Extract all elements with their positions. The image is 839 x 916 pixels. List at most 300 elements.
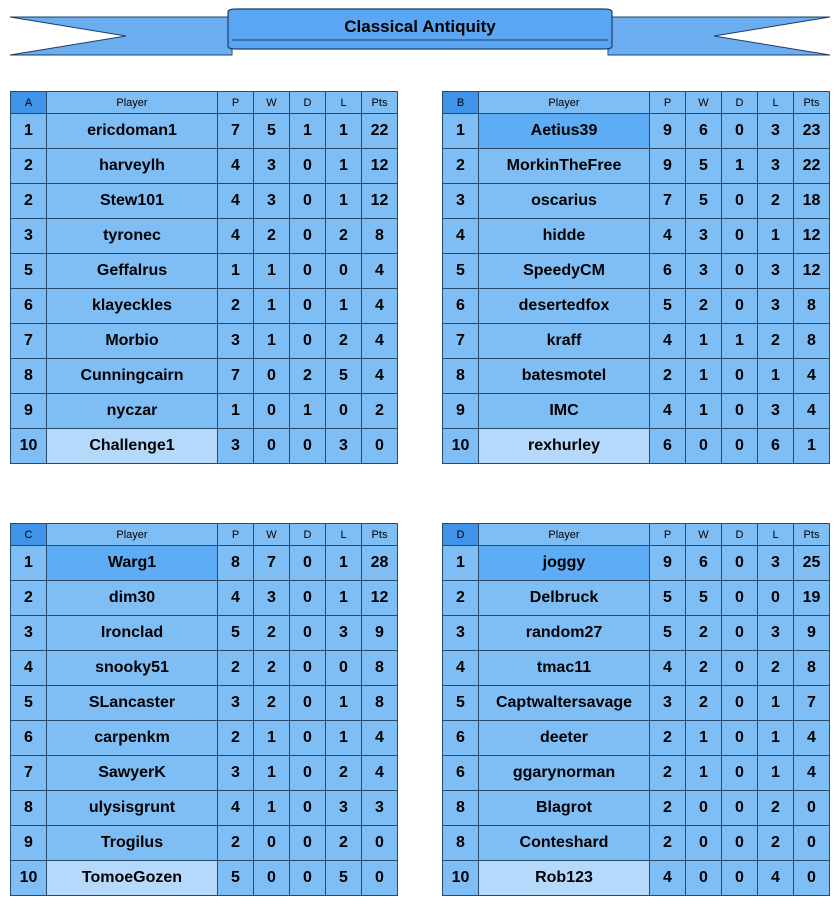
player-name-cell: Cunningcairn xyxy=(47,359,218,394)
table-row xyxy=(443,826,830,861)
won-cell: 5 xyxy=(686,184,722,219)
points-cell: 12 xyxy=(794,254,830,289)
player-name-cell: SpeedyCM xyxy=(479,254,650,289)
player-name-cell: SLancaster xyxy=(47,686,218,721)
drawn-cell: 0 xyxy=(722,616,758,651)
played-cell: 4 xyxy=(650,861,686,896)
header-points: Pts xyxy=(362,92,398,114)
table-row xyxy=(11,546,398,581)
lost-cell: 1 xyxy=(758,359,794,394)
played-cell: 6 xyxy=(650,429,686,464)
player-name-cell: tmac11 xyxy=(479,651,650,686)
drawn-cell: 2 xyxy=(290,359,326,394)
position-cell: 10 xyxy=(443,429,479,464)
group-label: C xyxy=(11,524,47,546)
drawn-cell: 0 xyxy=(290,219,326,254)
points-cell: 8 xyxy=(794,324,830,359)
position-cell: 8 xyxy=(11,791,47,826)
played-cell: 7 xyxy=(218,114,254,149)
drawn-cell: 0 xyxy=(722,254,758,289)
points-cell: 4 xyxy=(362,756,398,791)
won-cell: 0 xyxy=(686,861,722,896)
group-b-table xyxy=(442,91,830,464)
lost-cell: 4 xyxy=(758,861,794,896)
played-cell: 9 xyxy=(650,546,686,581)
won-cell: 1 xyxy=(686,394,722,429)
lost-cell: 3 xyxy=(326,616,362,651)
points-cell: 18 xyxy=(794,184,830,219)
table-row xyxy=(443,219,830,254)
title-banner xyxy=(0,0,839,64)
position-cell: 1 xyxy=(443,546,479,581)
played-cell: 5 xyxy=(650,581,686,616)
player-name-cell: ulysisgrunt xyxy=(47,791,218,826)
drawn-cell: 0 xyxy=(290,184,326,219)
player-name-cell: Morbio xyxy=(47,324,218,359)
lost-cell: 3 xyxy=(326,791,362,826)
played-cell: 7 xyxy=(218,359,254,394)
header-won: W xyxy=(254,524,290,546)
played-cell: 5 xyxy=(218,861,254,896)
player-name-cell: deeter xyxy=(479,721,650,756)
played-cell: 7 xyxy=(650,184,686,219)
player-name-cell: desertedfox xyxy=(479,289,650,324)
won-cell: 2 xyxy=(686,651,722,686)
points-cell: 4 xyxy=(362,359,398,394)
player-name-cell: random27 xyxy=(479,616,650,651)
lost-cell: 1 xyxy=(326,721,362,756)
position-cell: 1 xyxy=(11,114,47,149)
header-player: Player xyxy=(479,524,650,546)
won-cell: 3 xyxy=(254,581,290,616)
player-name-cell: klayeckles xyxy=(47,289,218,324)
table-row xyxy=(443,429,830,464)
won-cell: 2 xyxy=(254,686,290,721)
header-player: Player xyxy=(47,524,218,546)
points-cell: 8 xyxy=(362,686,398,721)
position-cell: 10 xyxy=(11,429,47,464)
won-cell: 1 xyxy=(254,756,290,791)
points-cell: 19 xyxy=(794,581,830,616)
points-cell: 0 xyxy=(362,861,398,896)
position-cell: 3 xyxy=(443,616,479,651)
points-cell: 3 xyxy=(362,791,398,826)
header-points: Pts xyxy=(362,524,398,546)
position-cell: 2 xyxy=(443,581,479,616)
table-row xyxy=(443,791,830,826)
points-cell: 0 xyxy=(794,791,830,826)
drawn-cell: 0 xyxy=(290,289,326,324)
table-row xyxy=(11,324,398,359)
drawn-cell: 0 xyxy=(290,686,326,721)
header-player: Player xyxy=(47,92,218,114)
table-row xyxy=(443,616,830,651)
won-cell: 1 xyxy=(254,254,290,289)
won-cell: 0 xyxy=(254,826,290,861)
group-label: A xyxy=(11,92,47,114)
table-header-row xyxy=(11,92,398,114)
table-row xyxy=(443,324,830,359)
position-cell: 10 xyxy=(443,861,479,896)
played-cell: 2 xyxy=(650,721,686,756)
table-row xyxy=(443,394,830,429)
table-row xyxy=(11,616,398,651)
lost-cell: 3 xyxy=(326,429,362,464)
won-cell: 1 xyxy=(254,721,290,756)
table-row xyxy=(443,756,830,791)
lost-cell: 1 xyxy=(326,149,362,184)
points-cell: 8 xyxy=(794,289,830,324)
table-row xyxy=(443,861,830,896)
header-played: P xyxy=(650,92,686,114)
table-row xyxy=(11,686,398,721)
lost-cell: 0 xyxy=(326,394,362,429)
position-cell: 1 xyxy=(443,114,479,149)
played-cell: 3 xyxy=(218,686,254,721)
lost-cell: 0 xyxy=(326,651,362,686)
lost-cell: 2 xyxy=(758,324,794,359)
player-name-cell: Stew101 xyxy=(47,184,218,219)
header-points: Pts xyxy=(794,92,830,114)
points-cell: 4 xyxy=(362,324,398,359)
player-name-cell: ggarynorman xyxy=(479,756,650,791)
played-cell: 5 xyxy=(650,616,686,651)
drawn-cell: 0 xyxy=(722,114,758,149)
won-cell: 1 xyxy=(686,324,722,359)
drawn-cell: 0 xyxy=(722,756,758,791)
drawn-cell: 0 xyxy=(290,651,326,686)
played-cell: 3 xyxy=(218,756,254,791)
table-row xyxy=(443,289,830,324)
played-cell: 9 xyxy=(650,114,686,149)
won-cell: 2 xyxy=(254,616,290,651)
drawn-cell: 0 xyxy=(290,429,326,464)
group-a-table xyxy=(10,91,398,464)
lost-cell: 3 xyxy=(758,546,794,581)
header-lost: L xyxy=(758,524,794,546)
header-drawn: D xyxy=(722,524,758,546)
table-row xyxy=(443,721,830,756)
player-name-cell: batesmotel xyxy=(479,359,650,394)
header-won: W xyxy=(686,524,722,546)
drawn-cell: 0 xyxy=(290,324,326,359)
header-points: Pts xyxy=(794,524,830,546)
table-row xyxy=(443,149,830,184)
points-cell: 22 xyxy=(794,149,830,184)
won-cell: 0 xyxy=(254,861,290,896)
position-cell: 6 xyxy=(11,721,47,756)
won-cell: 3 xyxy=(686,254,722,289)
drawn-cell: 0 xyxy=(722,651,758,686)
table-row xyxy=(11,721,398,756)
group-c-table xyxy=(10,523,398,896)
won-cell: 1 xyxy=(254,324,290,359)
header-played: P xyxy=(218,524,254,546)
played-cell: 6 xyxy=(650,254,686,289)
points-cell: 0 xyxy=(794,826,830,861)
table-header-row xyxy=(443,524,830,546)
played-cell: 4 xyxy=(218,149,254,184)
points-cell: 12 xyxy=(362,581,398,616)
points-cell: 4 xyxy=(362,721,398,756)
table-row xyxy=(443,184,830,219)
header-won: W xyxy=(686,92,722,114)
points-cell: 8 xyxy=(362,219,398,254)
player-name-cell: carpenkm xyxy=(47,721,218,756)
player-name-cell: Challenge1 xyxy=(47,429,218,464)
lost-cell: 1 xyxy=(758,686,794,721)
points-cell: 9 xyxy=(362,616,398,651)
player-name-cell: snooky51 xyxy=(47,651,218,686)
lost-cell: 3 xyxy=(758,289,794,324)
drawn-cell: 1 xyxy=(722,149,758,184)
played-cell: 9 xyxy=(650,149,686,184)
played-cell: 2 xyxy=(218,721,254,756)
position-cell: 6 xyxy=(443,721,479,756)
position-cell: 2 xyxy=(11,149,47,184)
played-cell: 4 xyxy=(218,791,254,826)
position-cell: 9 xyxy=(11,394,47,429)
won-cell: 1 xyxy=(254,289,290,324)
lost-cell: 5 xyxy=(326,359,362,394)
played-cell: 4 xyxy=(650,219,686,254)
player-name-cell: SawyerK xyxy=(47,756,218,791)
player-name-cell: Aetius39 xyxy=(479,114,650,149)
points-cell: 12 xyxy=(794,219,830,254)
played-cell: 1 xyxy=(218,394,254,429)
lost-cell: 2 xyxy=(758,826,794,861)
position-cell: 5 xyxy=(11,254,47,289)
position-cell: 1 xyxy=(11,546,47,581)
player-name-cell: Ironclad xyxy=(47,616,218,651)
points-cell: 1 xyxy=(794,429,830,464)
won-cell: 2 xyxy=(686,686,722,721)
points-cell: 12 xyxy=(362,149,398,184)
lost-cell: 2 xyxy=(758,651,794,686)
position-cell: 4 xyxy=(443,219,479,254)
lost-cell: 6 xyxy=(758,429,794,464)
drawn-cell: 0 xyxy=(290,254,326,289)
won-cell: 3 xyxy=(254,184,290,219)
drawn-cell: 0 xyxy=(290,581,326,616)
header-won: W xyxy=(254,92,290,114)
played-cell: 4 xyxy=(650,394,686,429)
lost-cell: 3 xyxy=(758,616,794,651)
drawn-cell: 0 xyxy=(722,429,758,464)
header-lost: L xyxy=(326,92,362,114)
drawn-cell: 0 xyxy=(290,546,326,581)
table-row xyxy=(11,861,398,896)
won-cell: 1 xyxy=(254,791,290,826)
table-row xyxy=(11,254,398,289)
position-cell: 9 xyxy=(11,826,47,861)
points-cell: 8 xyxy=(794,651,830,686)
won-cell: 5 xyxy=(686,581,722,616)
lost-cell: 2 xyxy=(758,791,794,826)
table-row xyxy=(443,581,830,616)
played-cell: 2 xyxy=(218,289,254,324)
position-cell: 5 xyxy=(443,686,479,721)
won-cell: 7 xyxy=(254,546,290,581)
header-played: P xyxy=(650,524,686,546)
played-cell: 4 xyxy=(218,581,254,616)
points-cell: 8 xyxy=(362,651,398,686)
player-name-cell: joggy xyxy=(479,546,650,581)
points-cell: 7 xyxy=(794,686,830,721)
played-cell: 2 xyxy=(650,359,686,394)
drawn-cell: 0 xyxy=(290,616,326,651)
points-cell: 22 xyxy=(362,114,398,149)
lost-cell: 2 xyxy=(326,324,362,359)
drawn-cell: 0 xyxy=(722,721,758,756)
group-d-table xyxy=(442,523,830,896)
player-name-cell: nyczar xyxy=(47,394,218,429)
drawn-cell: 0 xyxy=(722,394,758,429)
won-cell: 0 xyxy=(254,429,290,464)
lost-cell: 1 xyxy=(326,546,362,581)
won-cell: 1 xyxy=(686,359,722,394)
lost-cell: 0 xyxy=(758,581,794,616)
drawn-cell: 0 xyxy=(290,791,326,826)
header-player: Player xyxy=(479,92,650,114)
points-cell: 0 xyxy=(362,429,398,464)
position-cell: 9 xyxy=(443,394,479,429)
drawn-cell: 0 xyxy=(722,581,758,616)
position-cell: 8 xyxy=(443,359,479,394)
player-name-cell: hidde xyxy=(479,219,650,254)
played-cell: 8 xyxy=(218,546,254,581)
won-cell: 1 xyxy=(686,721,722,756)
table-row xyxy=(11,289,398,324)
header-lost: L xyxy=(326,524,362,546)
player-name-cell: harveylh xyxy=(47,149,218,184)
played-cell: 4 xyxy=(218,184,254,219)
page-title: Classical Antiquity xyxy=(344,17,496,36)
header-drawn: D xyxy=(290,92,326,114)
played-cell: 5 xyxy=(650,289,686,324)
points-cell: 23 xyxy=(794,114,830,149)
lost-cell: 1 xyxy=(758,756,794,791)
player-name-cell: oscarius xyxy=(479,184,650,219)
drawn-cell: 0 xyxy=(722,289,758,324)
drawn-cell: 0 xyxy=(722,546,758,581)
won-cell: 6 xyxy=(686,546,722,581)
lost-cell: 1 xyxy=(326,581,362,616)
won-cell: 0 xyxy=(686,429,722,464)
lost-cell: 3 xyxy=(758,114,794,149)
played-cell: 2 xyxy=(650,756,686,791)
played-cell: 3 xyxy=(650,686,686,721)
table-row xyxy=(11,114,398,149)
drawn-cell: 0 xyxy=(722,686,758,721)
table-row xyxy=(11,219,398,254)
table-row xyxy=(11,651,398,686)
position-cell: 4 xyxy=(11,651,47,686)
position-cell: 8 xyxy=(443,826,479,861)
lost-cell: 2 xyxy=(326,826,362,861)
player-name-cell: Conteshard xyxy=(479,826,650,861)
lost-cell: 1 xyxy=(326,686,362,721)
points-cell: 9 xyxy=(794,616,830,651)
position-cell: 4 xyxy=(443,651,479,686)
group-label: B xyxy=(443,92,479,114)
lost-cell: 3 xyxy=(758,254,794,289)
player-name-cell: IMC xyxy=(479,394,650,429)
points-cell: 4 xyxy=(794,359,830,394)
lost-cell: 1 xyxy=(758,219,794,254)
won-cell: 5 xyxy=(686,149,722,184)
played-cell: 2 xyxy=(650,791,686,826)
points-cell: 4 xyxy=(794,721,830,756)
position-cell: 6 xyxy=(443,289,479,324)
position-cell: 6 xyxy=(443,756,479,791)
header-played: P xyxy=(218,92,254,114)
player-name-cell: rexhurley xyxy=(479,429,650,464)
played-cell: 3 xyxy=(218,324,254,359)
played-cell: 4 xyxy=(650,651,686,686)
table-header-row xyxy=(11,524,398,546)
played-cell: 1 xyxy=(218,254,254,289)
player-name-cell: kraff xyxy=(479,324,650,359)
points-cell: 25 xyxy=(794,546,830,581)
lost-cell: 2 xyxy=(326,219,362,254)
table-row xyxy=(11,791,398,826)
drawn-cell: 0 xyxy=(290,721,326,756)
position-cell: 2 xyxy=(11,581,47,616)
won-cell: 3 xyxy=(686,219,722,254)
group-label: D xyxy=(443,524,479,546)
player-name-cell: Captwaltersavage xyxy=(479,686,650,721)
lost-cell: 0 xyxy=(326,254,362,289)
table-row xyxy=(11,394,398,429)
points-cell: 0 xyxy=(362,826,398,861)
lost-cell: 2 xyxy=(326,756,362,791)
points-cell: 12 xyxy=(362,184,398,219)
drawn-cell: 0 xyxy=(722,219,758,254)
played-cell: 5 xyxy=(218,616,254,651)
lost-cell: 3 xyxy=(758,394,794,429)
table-row xyxy=(11,184,398,219)
drawn-cell: 0 xyxy=(290,826,326,861)
won-cell: 0 xyxy=(254,359,290,394)
table-row xyxy=(443,359,830,394)
played-cell: 4 xyxy=(218,219,254,254)
points-cell: 4 xyxy=(362,289,398,324)
drawn-cell: 1 xyxy=(290,114,326,149)
position-cell: 7 xyxy=(11,756,47,791)
won-cell: 6 xyxy=(686,114,722,149)
won-cell: 0 xyxy=(686,791,722,826)
points-cell: 2 xyxy=(362,394,398,429)
player-name-cell: Delbruck xyxy=(479,581,650,616)
played-cell: 3 xyxy=(218,429,254,464)
position-cell: 2 xyxy=(443,149,479,184)
header-drawn: D xyxy=(722,92,758,114)
drawn-cell: 0 xyxy=(722,184,758,219)
drawn-cell: 1 xyxy=(722,324,758,359)
won-cell: 2 xyxy=(686,289,722,324)
position-cell: 8 xyxy=(11,359,47,394)
drawn-cell: 0 xyxy=(722,861,758,896)
points-cell: 4 xyxy=(794,394,830,429)
lost-cell: 1 xyxy=(326,289,362,324)
table-row xyxy=(443,114,830,149)
player-name-cell: Warg1 xyxy=(47,546,218,581)
won-cell: 3 xyxy=(254,149,290,184)
lost-cell: 1 xyxy=(758,721,794,756)
drawn-cell: 0 xyxy=(290,149,326,184)
header-drawn: D xyxy=(290,524,326,546)
